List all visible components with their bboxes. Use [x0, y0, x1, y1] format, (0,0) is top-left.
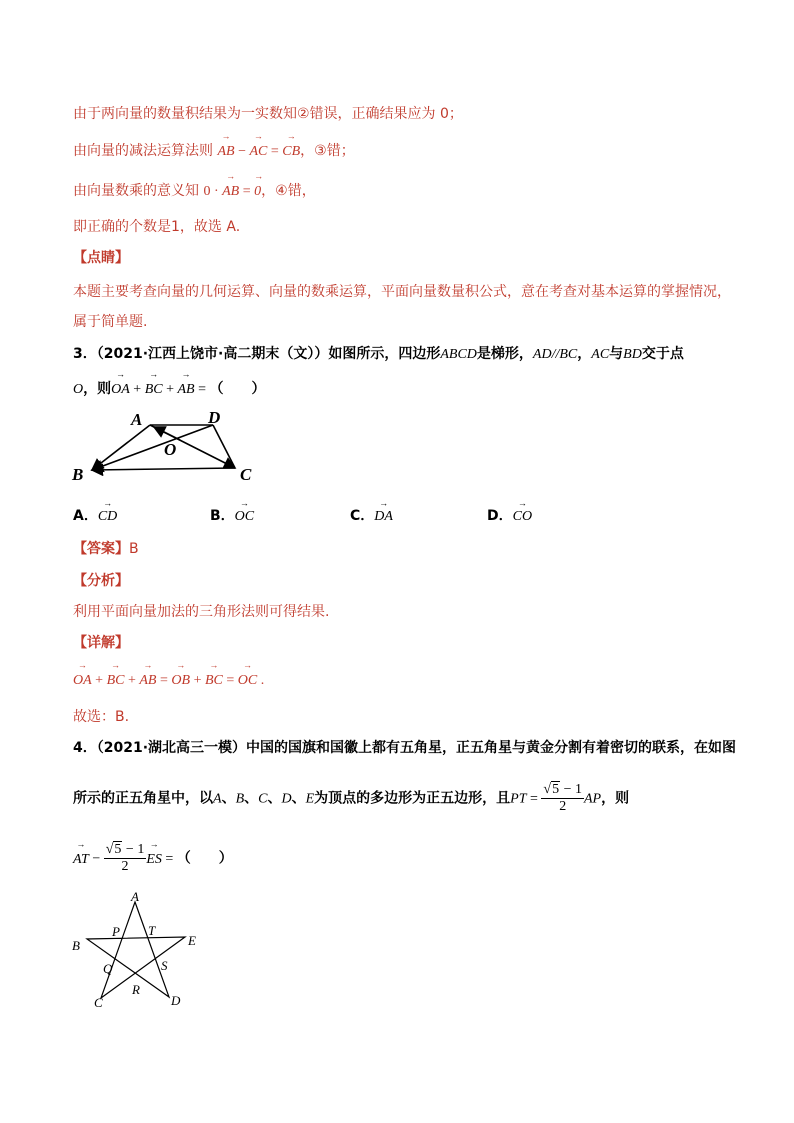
dianjing-label: 【点睛】 [73, 250, 129, 266]
star-label-t: T [148, 923, 156, 938]
dianjing-text-2: 属于简单题. [73, 314, 148, 330]
label-b: B [72, 465, 84, 484]
option-b[interactable]: B．→ OC [210, 505, 254, 525]
vector-ab: → AB [217, 142, 234, 162]
q3-answer: 【答案】B [73, 541, 139, 557]
option-a[interactable]: A．→ CD [73, 505, 117, 525]
vector-cb: → CB [282, 142, 300, 162]
star-label-b: B [72, 938, 80, 953]
q3-stem-line-2: O，则→ OA + → BC + → AB = （ ） [73, 379, 266, 400]
vector-ac: → AC [249, 142, 267, 162]
vector-ab: → AB [222, 182, 239, 202]
star-label-s: S [161, 958, 168, 973]
q3-conclusion: 故选：B. [73, 709, 130, 725]
option-c[interactable]: C．→ DA [350, 505, 393, 525]
q3-detail-label: 【详解】 [73, 635, 129, 651]
pentagram-figure [68, 888, 208, 1010]
q4-stem-line-2: 所示的正五角星中，以A、B、C、D、E为顶点的多边形为正五边形，且PT = $\frac{√5 - 1}{2}$ AP，则 [73, 782, 630, 814]
star-label-e: E [188, 933, 196, 948]
label-c: C [240, 465, 252, 484]
solution-line-2: 由向量的减法运算法则 → AB − → AC = → CB，③错； [73, 141, 355, 162]
star-label-p: P [112, 924, 120, 939]
label-o: O [164, 440, 177, 459]
golden-ratio-fraction: $\frac{√5 - 1}{2}$ [543, 782, 582, 814]
star-label-q: Q [103, 961, 113, 976]
dianjing-text-1: 本题主要考查向量的几何运算、向量的数乘运算，平面向量数量积公式，意在考查对基本运算的掌握情况， [73, 284, 731, 300]
label-a: A [131, 410, 143, 429]
q3-stem-line-1: 3．（2021·江西上饶市·高二期末（文））如图所示，四边形ABCD是梯形，AD//BC，AC与BD交于点 [73, 346, 684, 362]
q4-stem-line-3: → AT − $\frac{√5 - 1}{2}$ → ES = （ ） [73, 842, 233, 875]
star-label-a: A [131, 889, 139, 904]
trapezoid-figure [68, 405, 268, 487]
option-d[interactable]: D．→ CO [487, 505, 532, 525]
solution-line-4: 即正确的个数是1，故选 A. [73, 219, 241, 235]
q3-analysis-text: 利用平面向量加法的三角形法则可得结果. [73, 604, 330, 620]
q3-detail-equation: → OA + → BC + → AB = → OB + → BC = → OC . [73, 671, 264, 691]
star-label-r: R [132, 982, 140, 997]
label-d: D [208, 408, 221, 427]
star-label-d: D [171, 993, 181, 1008]
solution-line-3: 由向量数乘的意义知 0 · → AB = → 0，④错， [73, 181, 316, 202]
q4-stem-line-1: 4．（2021·湖北高三一模）中国的国旗和国徽上都有五角星，正五角星与黄金分割有着密切的联系，在如图 [73, 740, 737, 756]
q3-analysis-label: 【分析】 [73, 573, 129, 589]
zero-vector: → 0 [254, 182, 261, 202]
solution-line-1: 由于两向量的数量积结果为一实数知②错误，正确结果应为 0； [73, 106, 463, 122]
star-label-c: C [94, 995, 103, 1010]
